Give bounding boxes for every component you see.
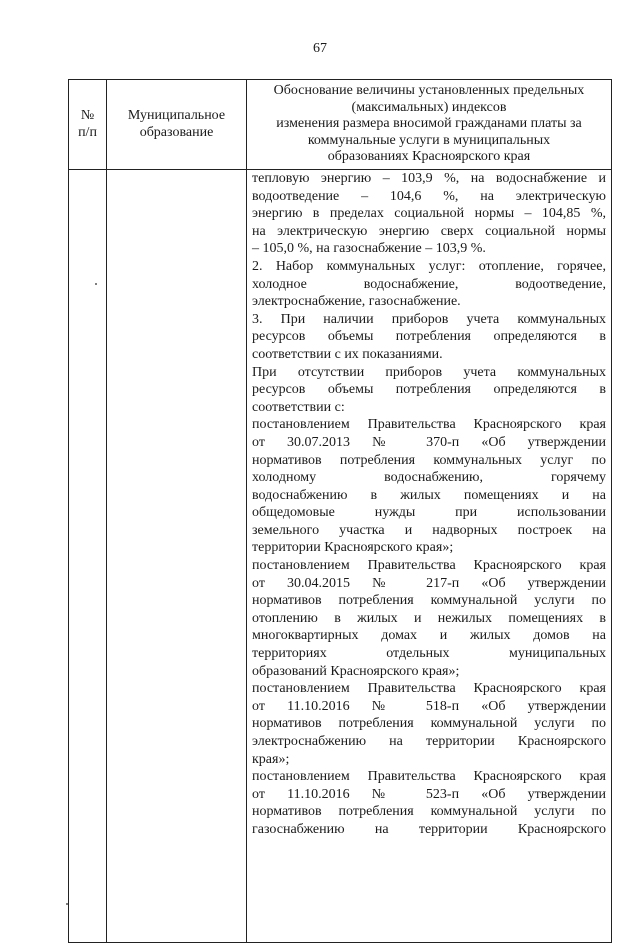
justification-text-line: от 30.04.2015 № 217-п «Об утверждении — [252, 575, 606, 591]
justification-text-line: нормативов потребления коммунальной услуги по — [252, 716, 606, 732]
justification-text-line: постановлением Правительства Красноярского края — [252, 417, 606, 433]
justification-text-line: на электрическую энергию сверх социальной нормы — [252, 223, 606, 239]
justification-text-line: постановлением Правительства Красноярского края — [252, 681, 606, 697]
justification-text-line: электроснабжение, газоснабжение. — [252, 294, 461, 310]
justification-text-line: постановлением Правительства Красноярского края — [252, 558, 606, 574]
justification-text-line: – 105,0 %, на газоснабжение – 103,9 %. — [252, 241, 486, 257]
justification-text-line: нормативов потребления коммунальной услуги по — [252, 804, 606, 820]
justification-text-line: ресурсов объемы потребления определяются в — [252, 329, 606, 345]
table-header-row — [69, 80, 612, 170]
header-justification-line: образованиях Красноярского края — [327, 149, 531, 165]
justification-text-line: водоотведение – 104,6 %, на электрическую — [252, 188, 606, 204]
header-municipality-column — [107, 80, 247, 170]
justification-text-line: от 30.07.2013 № 370-п «Об утверждении — [252, 434, 606, 450]
municipality-cell — [107, 170, 247, 943]
number-cell — [69, 170, 107, 943]
justification-text-line: водоснабжению в жилых помещениях и на — [252, 487, 606, 503]
header-number-column — [69, 80, 107, 170]
justification-text-line: соответствии с их показаниями. — [252, 346, 443, 362]
header-municipality-line2: образование — [139, 124, 214, 140]
justification-text-line: холодное водоснабжение, водоотведение, — [252, 276, 606, 292]
header-justification-line: коммунальные услуги в муниципальных — [307, 132, 551, 148]
justification-text-line: нормативов потребления коммунальной услуги по — [252, 593, 606, 609]
header-justification-line: Обоснование величины установленных предельных — [273, 83, 585, 99]
justification-text-line: энергию в пределах социальной нормы – 104,85 %, — [252, 206, 606, 222]
justification-text-line: отоплению в жилых и нежилых помещениях в — [252, 610, 606, 626]
justification-text-line: тепловую энергию – 103,9 %, на водоснабжение и — [252, 171, 606, 186]
page-number: 67 — [313, 41, 327, 56]
table-body-row — [69, 170, 612, 943]
header-municipality-line1: Муниципальное — [127, 108, 226, 123]
justification-text-line: ресурсов объемы потребления определяются в — [252, 382, 606, 398]
justification-text-line: от 11.10.2016 № 523-п «Об утверждении — [252, 786, 606, 802]
justification-text-line: постановлением Правительства Красноярского края — [252, 769, 606, 785]
justification-text-line: многоквартирных домах и жилых домов на — [252, 628, 606, 644]
justification-text-line: образований Красноярского края»; — [252, 663, 460, 679]
justification-text-line: нормативов потребления коммунальных услуг по — [252, 452, 606, 468]
scan-speck — [95, 283, 97, 285]
justification-text-line: холодному водоснабжению, горячему — [252, 470, 606, 486]
justification-text-line: При отсутствии приборов учета коммунальных — [252, 364, 606, 380]
justification-text-line: земельного участка и надворных построек на — [252, 522, 606, 538]
justification-text-line: общедомовые нужды при использовании — [252, 505, 606, 521]
justification-text-line: от 11.10.2016 № 518-п «Об утверждении — [252, 698, 606, 714]
justification-text-line: электроснабжению на территории Красноярского — [252, 734, 606, 749]
tariff-table — [68, 79, 612, 943]
header-number-line2: п/п — [78, 124, 97, 140]
justification-text-line: края»; — [252, 751, 290, 767]
header-justification-line: (максимальных) индексов — [351, 99, 507, 115]
justification-text-line: 3. При наличии приборов учета коммунальных — [252, 311, 606, 327]
justification-cell — [247, 170, 612, 943]
justification-text-line: газоснабжению на территории Красноярского — [252, 821, 606, 837]
header-justification-column — [247, 80, 612, 170]
justification-text-line: территории Красноярского края»; — [252, 540, 454, 556]
header-justification-line: изменения размера вносимой гражданами платы за — [276, 116, 582, 132]
justification-text-line: 2. Набор коммунальных услуг: отопление, горячее, — [252, 258, 606, 274]
justification-text-line: соответствии с: — [252, 399, 345, 415]
justification-text-line: территориях отдельных муниципальных — [252, 646, 606, 662]
header-number-line1: № — [80, 108, 95, 123]
